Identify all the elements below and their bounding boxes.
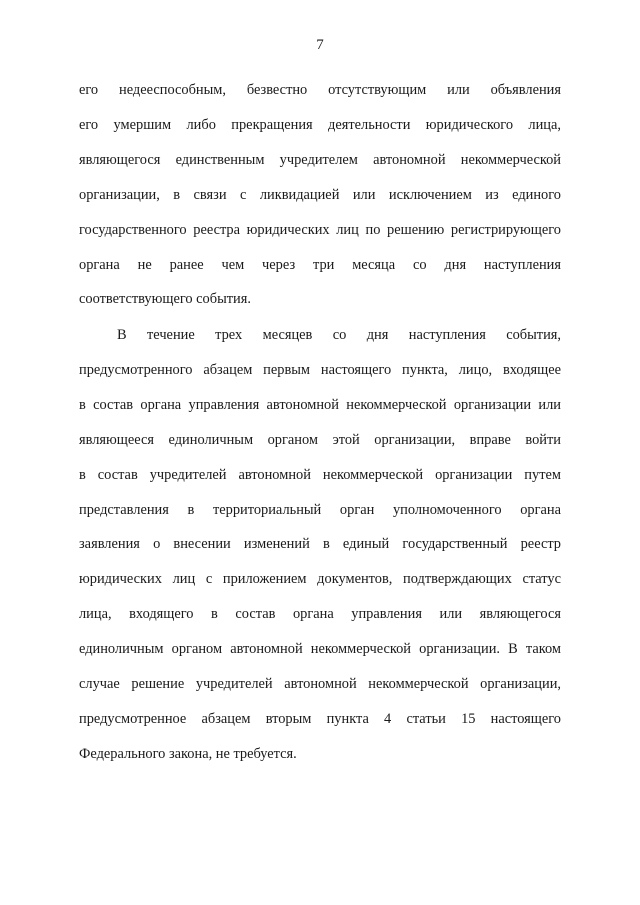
text-line: случае решение учредителей автономной некоммерческой организации, (79, 676, 561, 693)
text-line: представления в территориальный орган уполномоченного органа (79, 501, 561, 518)
text-line: лица, входящего в состав органа управления или являющегося (79, 606, 561, 623)
text-line: государственного реестра юридических лиц по решению регистрирующего (79, 221, 561, 238)
text-line: его недееспособным, безвестно отсутствующим или объявления (79, 82, 561, 98)
paragraph-2 (79, 318, 561, 772)
text-line: заявления о внесении изменений в единый государственный реестр (79, 536, 561, 553)
text-line: Федерального закона, не требуется. (79, 745, 297, 762)
text-line: предусмотренного абзацем первым настоящего пункта, лицо, входящее (79, 361, 561, 378)
text-line: организации, в связи с ликвидацией или исключением из единого (79, 186, 561, 203)
text-line: являющегося единственным учредителем автономной некоммерческой (79, 151, 561, 168)
text-line: в состав органа управления автономной некоммерческой организации или (79, 396, 561, 413)
text-line: органа не ранее чем через три месяца со дня наступления (79, 256, 561, 273)
text-line: соответствующего события. (79, 291, 251, 308)
text-line: единоличным органом автономной некоммерческой организации. В таком (79, 641, 561, 658)
text-line: его умершим либо прекращения деятельности юридического лица, (79, 116, 561, 133)
text-line: предусмотренное абзацем вторым пункта 4 статьи 15 настоящего (79, 710, 561, 727)
text-line: юридических лиц с приложением документов, подтверждающих статус (79, 571, 561, 588)
paragraph-1 (79, 73, 561, 317)
text-line: В течение трех месяцев со дня наступления события, (117, 327, 561, 343)
text-line: являющееся единоличным органом этой организации, вправе войти (79, 431, 561, 448)
page-number: 7 (316, 37, 324, 53)
text-line: в состав учредителей автономной некоммерческой организации путем (79, 466, 561, 483)
